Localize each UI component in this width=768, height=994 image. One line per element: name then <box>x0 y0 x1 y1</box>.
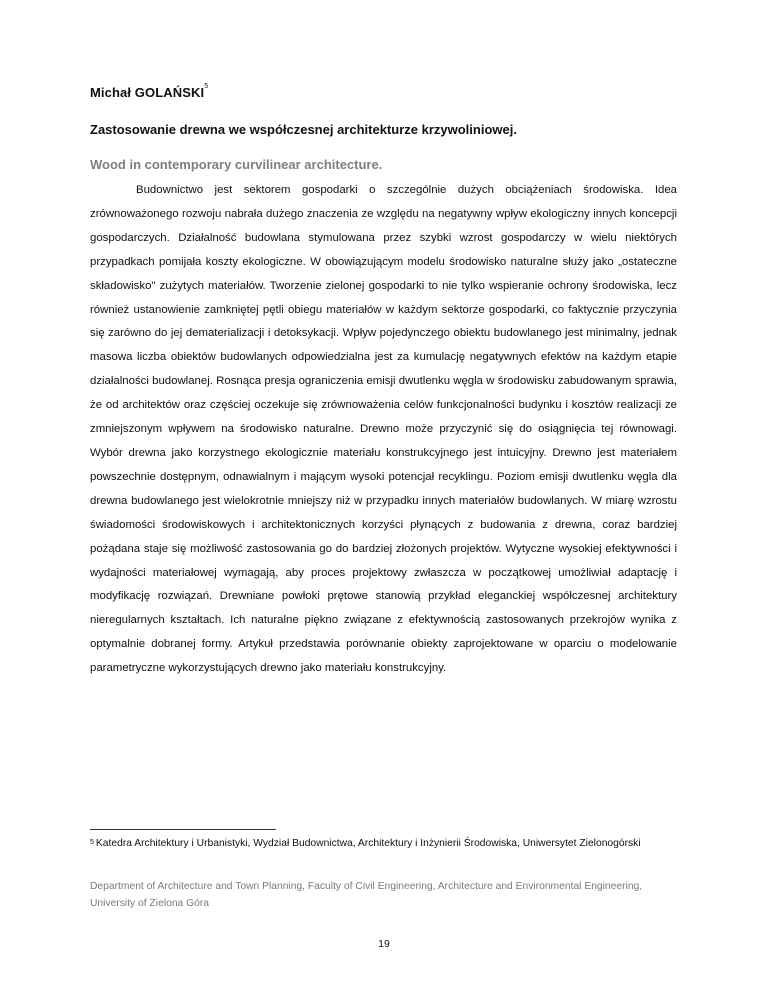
title-polish: Zastosowanie drewna we współczesnej architekturze krzywoliniowej. <box>90 122 517 137</box>
author-footnote-mark: 5 <box>204 83 209 90</box>
footnote-mark: 5 <box>90 839 94 846</box>
author-name: Michał GOLAŃSKI <box>90 85 205 100</box>
page-number: 19 <box>378 938 390 950</box>
abstract-paragraph: Budownictwo jest sektorem gospodarki o szczególnie dużych obciążeniach środowiska. Idea zrównoważonego rozwoju nabrała dużego znaczenia ze względu na negatywny wpływ ekologiczny innych koncepcji gospodarczych. Działalność budowlana stymulowana przez szybki wzrost gospodarczy w wielu niektórych przypadkach pomijała koszty ekologiczne. W obowiązującym modelu środowisko naturalne służy jako „ostateczne składowisko" zużytych materiałów. Tworzenie zielonej gospodarki to nie tylko wspieranie ochrony środowiska, lecz również ustanowienie zamkniętej pętli obiegu materiałów w każdym sektorze gospodarki, co faktycznie przyczynia się zarówno do jej dematerializacji i detoksykacji. Wpływ pojedynczego obiektu budowlanego jest minimalny, jednak masowa liczba obiektów budowlanych odpowiedzialna jest za kumulację negatywnych efektów na każdym etapie działalności budowlanej. Rosnąca presja ograniczenia emisji dwutlenku węgla w środowisku zabudowanym sprawia, że od architektów oraz częściej oczekuje się zrównoważenia celów funkcjonalności budynku i kosztów realizacji ze zmniejszonym wpływem na środowisko naturalne. Drewno może przyczynić się do osiągnięcia tej równowagi. Wybór drewna jako korzystnego ekologicznie materiału konstrukcyjnego jest intuicyjny. Drewno jest materiałem powszechnie dostępnym, odnawialnym i mającym wysoki potencjał recyklingu. Poziom emisji dwutlenku węgla dla drewna budowlanego jest wielokrotnie mniejszy niż w przypadku innych materiałów budowlanych. W miarę wzrostu świadomości środowiskowych i architektonicznych korzyści płynących z budowania z drewna, coraz bardziej pożądana staje się możliwość zastosowania go do bardziej złożonych projektów. Wytyczne wysokiej efektywności i wydajności materiałowej wymagają, aby proces projektowy zwłaszcza w początkowej umożliwiał adaptację i modyfikację rozwiązań. Drewniane powłoki prętowe stanowią przykład eleganckiej współczesnej architektury nieregularnych kształtach. Ich naturalne piękno związane z efektywnością zastosowanych przekrojów wynika z optymalnie dobranej formy. Artykuł przedstawia porównanie obiekty zaprojektowane w oparciu o modelowanie parametryczne wykorzystujących drewno jako materiału konstrukcyjny. <box>90 184 677 675</box>
footnote-text-polish: Katedra Architektury i Urbanistyki, Wydział Budownictwa, Architektury i Inżynierii Środowiska, Uniwersytet Zielonogórski <box>95 838 641 849</box>
author-line <box>90 85 208 100</box>
footnote-text-english: Department of Architecture and Town Planning, Faculty of Civil Engineering, Architecture and Environmental Engineering, University of Zielona Góra <box>90 881 643 909</box>
title-english: Wood in contemporary curvilinear architecture. <box>90 157 383 172</box>
footnote-affiliation <box>90 835 680 852</box>
footnote-divider <box>90 829 276 830</box>
